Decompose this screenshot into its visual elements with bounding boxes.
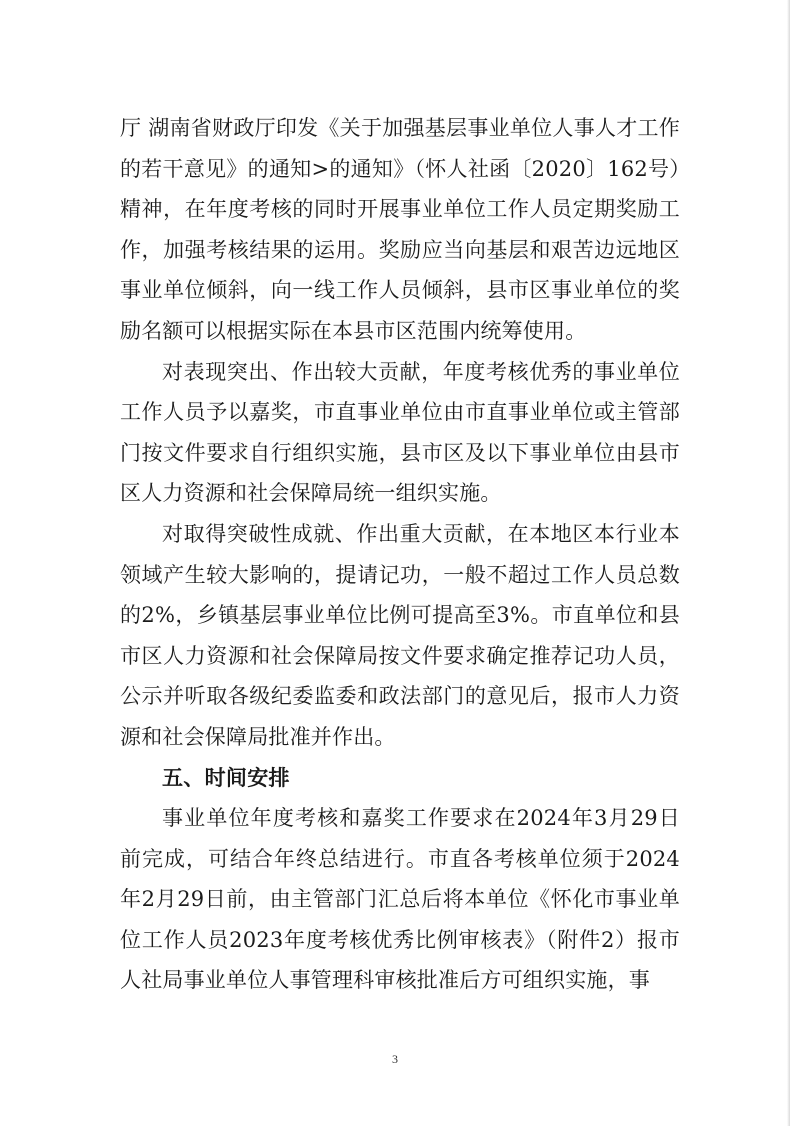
paragraph-merit-citation: 对取得突破性成就、作出重大贡献，在本地区本行业本领域产生较大影响的，提请记功，一般不超过工作人员总数的2%，乡镇基层事业单位比例可提高至3%。市直单位和县市区人力资源和社会保障局按文件要求确定推荐记功人员，公示并听取各级纪委监委和政法部门的意见后，报市人力资源和社会保障局批准并作出。 — [120, 521, 680, 749]
page-number: 3 — [392, 1052, 398, 1066]
paragraph-reward-policy: 厅 湖南省财政厅印发《关于加强基层事业单位人事人才工作的若干意见》的通知>的通知》（怀人社函〔2020〕162号）精神，在年度考核的同时开展事业单位工作人员定期奖励工作，加强考核结果的运用。奖励应当向基层和艰苦边远地区事业单位倾斜，向一线工作人员倾斜，县市区事业单位的奖励名额可以根据实际在本县市区范围内统筹使用。 — [120, 116, 680, 343]
section-heading-schedule: 五、时间安排 — [162, 765, 290, 790]
document-body — [120, 108, 680, 1001]
paragraph-commendation: 对表现突出、作出较大贡献，年度考核优秀的事业单位工作人员予以嘉奖，市直事业单位由市直事业单位或主管部门按文件要求自行组织实施，县市区及以下事业单位由县市区人力资源和社会保障局统一组织实施。 — [120, 359, 680, 506]
paragraph-schedule: 事业单位年度考核和嘉奖工作要求在2024年3月29日前完成，可结合年终总结进行。市直各考核单位须于2024年2月29日前，由主管部门汇总后将本单位《怀化市事业单位工作人员2023年度考核优秀比例审核表》（附件2）报市人社局事业单位人事管理科审核批准后方可组织实施，事 — [120, 806, 680, 993]
